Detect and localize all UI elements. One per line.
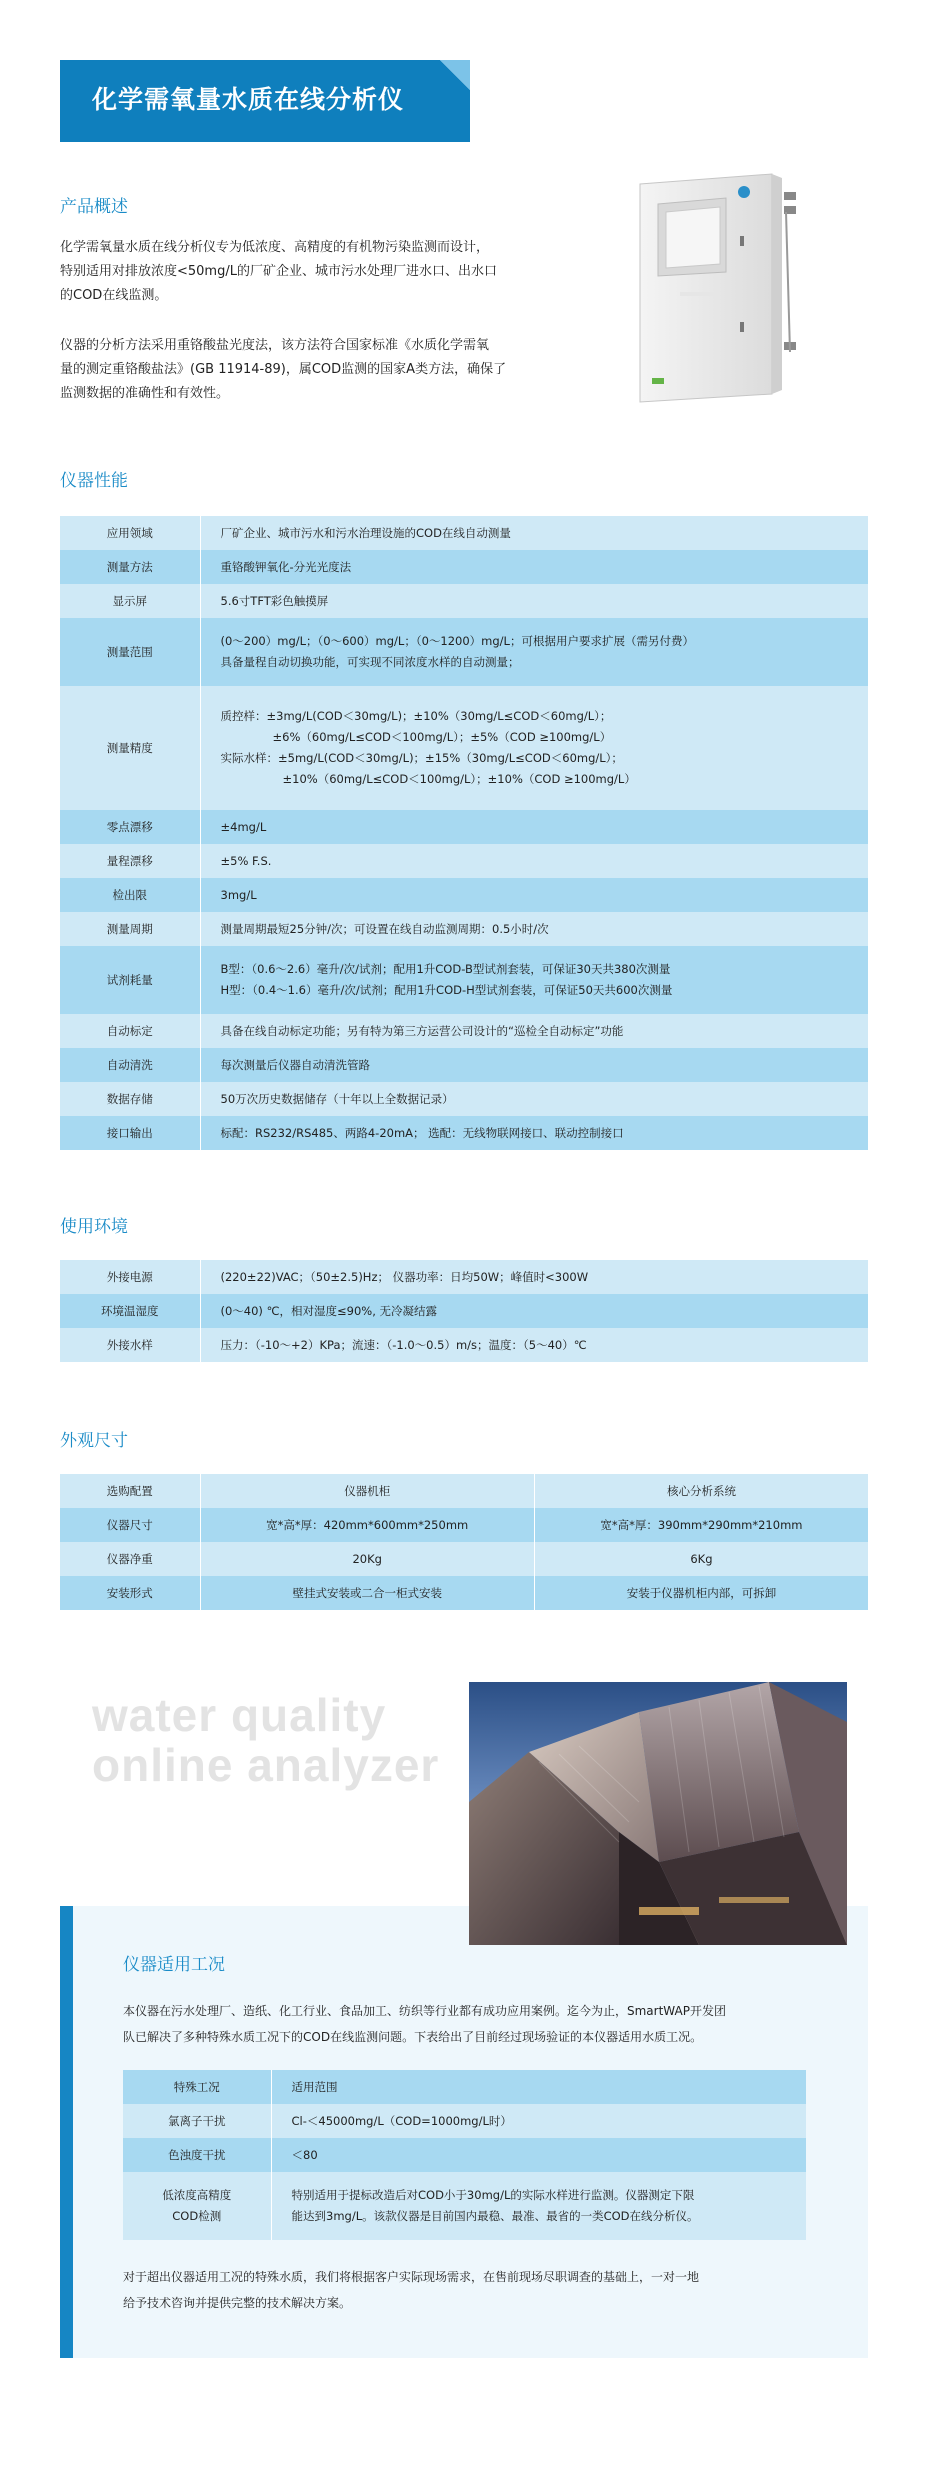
row-label: 色浊度干扰 [123, 2138, 271, 2172]
environment-title: 使用环境 [60, 1217, 128, 1237]
row-label: 安装形式 [60, 1576, 200, 1610]
row-value: 每次测量后仪器自动清洗管路 [200, 1048, 868, 1082]
row-value: 5.6寸TFT彩色触摸屏 [200, 584, 868, 618]
cell: 6Kg [534, 1542, 868, 1576]
watermark-line: online analyzer [92, 1739, 440, 1791]
table-row [60, 1508, 868, 1542]
row-label: 零点漂移 [60, 810, 200, 844]
row-label: 自动清洗 [60, 1048, 200, 1082]
application-outro [123, 2264, 699, 2316]
row-value: 50万次历史数据储存（十年以上全数据记录） [200, 1082, 868, 1116]
row-label: 测量周期 [60, 912, 200, 946]
text-line: 化学需氧量水质在线分析仪专为低浓度、高精度的有机物污染监测而设计， [60, 240, 490, 255]
text-line: 量的测定重铬酸盐法》(GB 11914-89)，属COD监测的国家A类方法，确保了 [60, 362, 507, 377]
text-line: ±6%（60mg/L≤COD＜100mg/L）；±5%（COD ≥100mg/L） [272, 730, 612, 744]
row-value [200, 946, 868, 1014]
header-cell: 选购配置 [60, 1474, 200, 1508]
table-row [60, 1116, 868, 1150]
row-value: 3mg/L [200, 878, 868, 912]
dimensions-table [60, 1474, 868, 1610]
text-line: B型：（0.6～2.6）毫升/次/试剂；配用1升COD-B型试剂套装，可保证30天共380次测量 [220, 962, 671, 976]
table-row [60, 1048, 868, 1082]
row-label: 显示屏 [60, 584, 200, 618]
row-label: 仪器净重 [60, 1542, 200, 1576]
text-line: 实际水样：±5mg/L(COD＜30mg/L)；±15%（30mg/L≤COD＜60mg/L）； [220, 751, 623, 765]
table-row [123, 2104, 806, 2138]
performance-table [60, 516, 868, 1150]
row-value [271, 2172, 806, 2240]
row-value: ±5% F.S. [200, 844, 868, 878]
row-label: 氯离子干扰 [123, 2104, 271, 2138]
row-value: 标配：RS232/RS485、两路4-20mA； 选配：无线物联网接口、联动控制接口 [200, 1116, 868, 1150]
table-row [60, 550, 868, 584]
row-value: ±4mg/L [200, 810, 868, 844]
row-value: 具备在线自动标定功能；另有特为第三方运营公司设计的“巡检全自动标定”功能 [200, 1014, 868, 1048]
row-label: 自动标定 [60, 1014, 200, 1048]
text-line: ±10%（60mg/L≤COD＜100mg/L）；±10%（COD ≥100mg/L） [282, 772, 636, 786]
row-value: Cl-＜45000mg/L（COD=1000mg/L时） [271, 2104, 806, 2138]
table-row [60, 1328, 868, 1362]
table-row [60, 946, 868, 1014]
table-row [123, 2138, 806, 2172]
row-label: 测量范围 [60, 618, 200, 686]
row-label: 应用领域 [60, 516, 200, 550]
application-title: 仪器适用工况 [123, 1955, 225, 1975]
text-line: 对于超出仪器适用工况的特殊水质，我们将根据客户实际现场需求，在售前现场尽职调查的基础上，一对一地 [123, 2270, 700, 2284]
table-row [60, 1576, 868, 1610]
text-line: 特别适用于提标改造后对COD小于30mg/L的实际水样进行监测。仪器测定下限 [291, 2188, 695, 2202]
text-line: 本仪器在污水处理厂、造纸、化工行业、食品加工、纺织等行业都有成功应用案例。迄今为止，SmartWAP开发团 [123, 2004, 726, 2018]
header-cell: 仪器机柜 [200, 1474, 534, 1508]
overview-title: 产品概述 [60, 197, 128, 217]
overview-paragraph-2 [60, 334, 540, 406]
watermark-text [92, 1690, 439, 1790]
row-value: 测量周期最短25分钟/次；可设置在线自动监测周期：0.5小时/次 [200, 912, 868, 946]
cell: 宽*高*厚：420mm*600mm*250mm [200, 1508, 534, 1542]
application-accent-bar [60, 1906, 73, 2358]
performance-title: 仪器性能 [60, 471, 128, 491]
text-line: 的COD在线监测。 [60, 288, 168, 303]
table-row [123, 2172, 806, 2240]
cell: 安装于仪器机柜内部，可拆卸 [534, 1576, 868, 1610]
row-label [123, 2172, 271, 2240]
table-row [60, 686, 868, 810]
table-row [60, 1014, 868, 1048]
row-label: 数据存储 [60, 1082, 200, 1116]
row-label: 仪器尺寸 [60, 1508, 200, 1542]
row-value: (220±22)VAC；（50±2.5)Hz； 仪器功率：日均50W；峰值时<300W [200, 1260, 868, 1294]
text-line: 队已解决了多种特殊水质工况下的COD在线监测问题。下表给出了目前经过现场验证的本仪器适用水质工况。 [123, 2030, 703, 2044]
dimensions-title: 外观尺寸 [60, 1431, 128, 1451]
row-value: 重铬酸钾氧化-分光光度法 [200, 550, 868, 584]
row-value: ＜80 [271, 2138, 806, 2172]
text-line: COD检测 [172, 2209, 222, 2223]
row-label: 测量方法 [60, 550, 200, 584]
cell: 20Kg [200, 1542, 534, 1576]
table-row [60, 1082, 868, 1116]
environment-table [60, 1260, 868, 1362]
table-row [60, 618, 868, 686]
row-value: (0～40) ℃，相对湿度≤90%, 无冷凝结露 [200, 1294, 868, 1328]
analyzer-device-image [622, 172, 800, 404]
text-line: (0～200）mg/L；（0～600）mg/L；（0～1200）mg/L；可根据用户要求扩展（需另付费） [220, 634, 694, 648]
text-line: 具备量程自动切换功能，可实现不同浓度水样的自动测量； [220, 655, 520, 669]
table-row [60, 516, 868, 550]
table-row [60, 912, 868, 946]
header-cell: 特殊工况 [123, 2070, 271, 2104]
table-row [60, 844, 868, 878]
table-row [60, 1542, 868, 1576]
row-label: 量程漂移 [60, 844, 200, 878]
text-line: 特别适用对排放浓度<50mg/L的厂矿企业、城市污水处理厂进水口、出水口 [60, 264, 497, 279]
application-intro [123, 1998, 726, 2050]
table-header-row [123, 2070, 806, 2104]
row-value [200, 686, 868, 810]
overview-paragraph-1 [60, 236, 540, 308]
page-title: 化学需氧量水质在线分析仪 [92, 85, 405, 114]
table-row [60, 810, 868, 844]
row-label: 外接水样 [60, 1328, 200, 1362]
table-header-row [60, 1474, 868, 1508]
table-row [60, 1294, 868, 1328]
cell: 宽*高*厚：390mm*290mm*210mm [534, 1508, 868, 1542]
row-label: 环境温湿度 [60, 1294, 200, 1328]
row-label: 检出限 [60, 878, 200, 912]
row-label: 外接电源 [60, 1260, 200, 1294]
watermark-line: water quality [92, 1689, 387, 1741]
header-cell: 核心分析系统 [534, 1474, 868, 1508]
row-label: 接口输出 [60, 1116, 200, 1150]
text-line: 质控样：±3mg/L(COD＜30mg/L)；±10%（30mg/L≤COD＜60mg/L）； [220, 709, 612, 723]
table-row [60, 584, 868, 618]
table-row [60, 878, 868, 912]
text-line: 仪器的分析方法采用重铬酸盐光度法，该方法符合国家标准《水质化学需氧 [60, 338, 490, 353]
text-line: 监测数据的准确性和有效性。 [60, 386, 230, 401]
table-row [60, 1260, 868, 1294]
application-table [123, 2070, 806, 2240]
brand-logo-icon [738, 186, 750, 198]
row-value: 厂矿企业、城市污水和污水治理设施的COD在线自动测量 [200, 516, 868, 550]
row-value [200, 618, 868, 686]
row-label: 测量精度 [60, 686, 200, 810]
cell: 壁挂式安装或二合一柜式安装 [200, 1576, 534, 1610]
title-banner [60, 60, 470, 142]
text-line: 低浓度高精度 [162, 2188, 232, 2202]
header-cell: 适用范围 [271, 2070, 806, 2104]
row-label: 试剂耗量 [60, 946, 200, 1014]
text-line: 能达到3mg/L。该款仪器是目前国内最稳、最准、最省的一类COD在线分析仪。 [291, 2209, 699, 2223]
row-value: 压力：（-10～+2）KPa；流速：（-1.0～0.5）m/s；温度：（5～40）℃ [200, 1328, 868, 1362]
text-line: H型：（0.4～1.6）毫升/次/试剂；配用1升COD-H型试剂套装，可保证50天共600次测量 [220, 983, 673, 997]
text-line: 给予技术咨询并提供完整的技术解决方案。 [123, 2296, 352, 2310]
building-photo [469, 1682, 847, 1945]
